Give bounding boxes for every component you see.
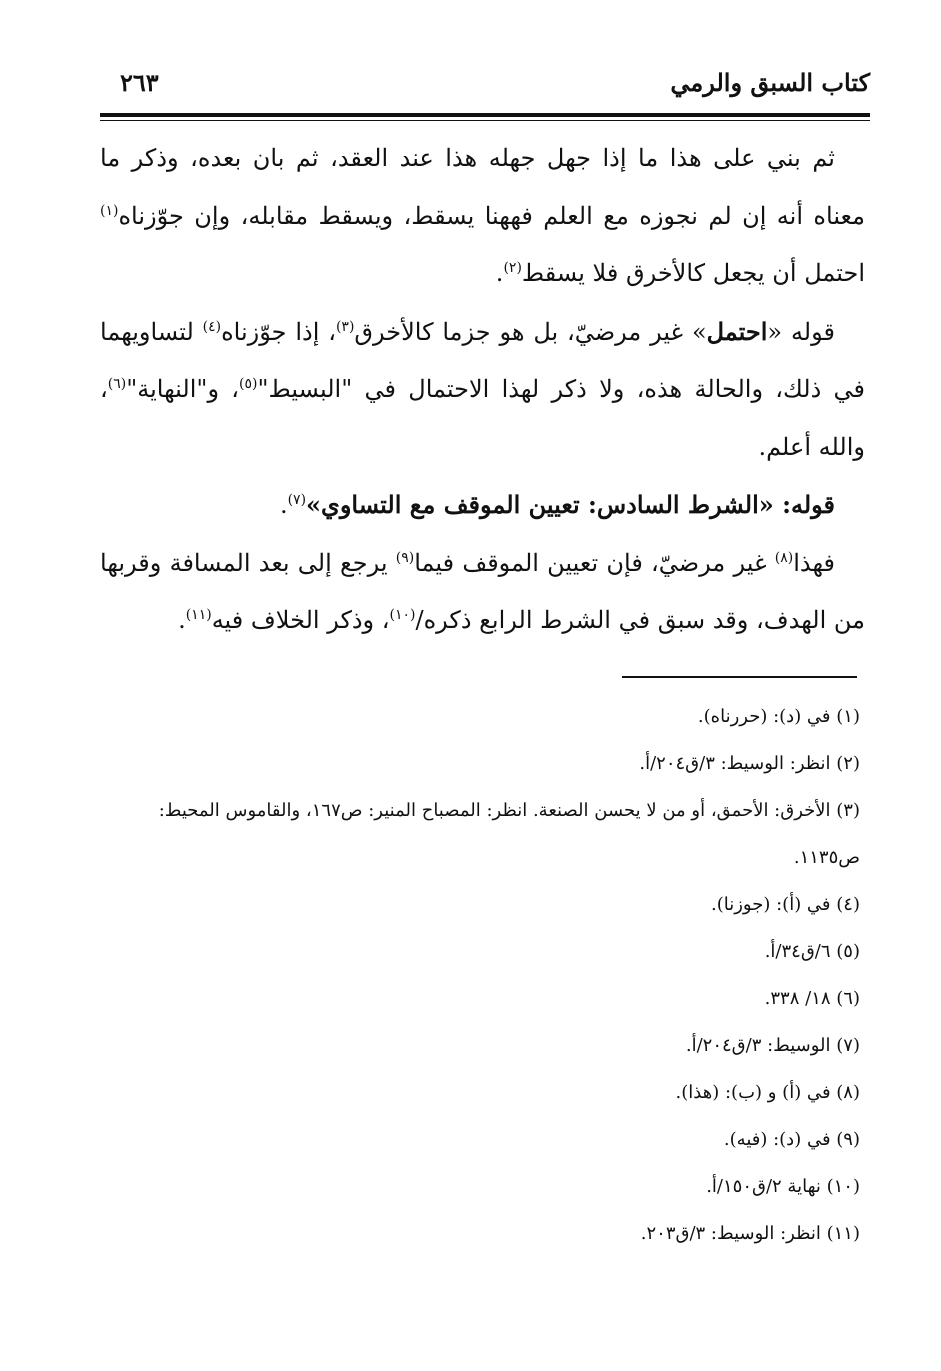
header-rule-thick <box>100 113 870 117</box>
page-header <box>100 62 870 112</box>
running-title: كتاب السبق والرمي <box>670 68 870 97</box>
paragraph-2 <box>100 303 865 477</box>
main-text <box>100 130 865 650</box>
text-run: غير مرضيّ، فإن تعيين الموقف فيما <box>414 548 775 577</box>
footnote-ref-3: (٣) <box>335 318 355 335</box>
footnote-11: (١١) انظر: الوسيط: ٣/ق٢٠٣. <box>640 1223 860 1244</box>
text-run: » غير مرضيّ، بل هو جزما كالأخرق <box>354 317 707 346</box>
footnote-4: (٤) في (أ): (جوزنا). <box>711 894 860 915</box>
text-run: » <box>306 490 322 519</box>
footnote-8: (٨) في (أ) و (ب): (هذا). <box>675 1082 860 1103</box>
header-rule-thin <box>100 120 870 121</box>
footnote-ref-6: (٦) <box>107 376 127 392</box>
paragraph-3 <box>100 476 865 535</box>
quoted-term: احتمل <box>706 316 768 346</box>
footnote-ref-1: (١) <box>100 202 119 219</box>
footnote-1: (١) في (د): (حررناه). <box>697 706 860 727</box>
footnote-ref-7: (٧) <box>287 492 307 508</box>
text-run: ، إذا جوّزناه <box>221 317 336 346</box>
paragraph-4 <box>100 535 865 650</box>
text-run: احتمل أن يجعل كالأخرق فلا يسقط <box>521 259 865 287</box>
footnote-7: (٧) الوسيط: ٣/ق٢٠٤/أ. <box>685 1035 860 1056</box>
text-run: لتساويهما في ذلك، والحالة هذه، ولا ذكر لهذا الاحتمال في "البسيط" <box>100 317 866 403</box>
footnote-separator <box>622 676 857 678</box>
text-run: . <box>495 259 504 287</box>
footnote-ref-4: (٤) <box>202 318 222 335</box>
text-run: ، و"النهاية" <box>126 375 240 403</box>
paragraph-1 <box>100 130 865 303</box>
text-run: قوله « <box>767 317 835 346</box>
footnote-ref-8: (٨) <box>774 549 794 566</box>
text-run: قوله: « <box>758 490 835 519</box>
text-run: فهذا <box>793 548 835 577</box>
footnote-ref-5: (٥) <box>239 376 258 392</box>
footnotes <box>100 693 860 1257</box>
footnote-2: (٢) انظر: الوسيط: ٣/ق٢٠٤/أ. <box>639 753 860 774</box>
footnote-3: (٣) الأخرق: الأحمق، أو من لا يحسن الصنعة. انظر: المصباح المنير: ص١٦٧، والقاموس المحيط: ص١١٣٥. <box>158 800 860 868</box>
text-run: ، وذكر الخلاف فيه <box>211 606 390 634</box>
text-run: . <box>279 491 288 519</box>
text-run: ثم بني على هذا ما إذا جهل جهله هذا عند العقد، ثم بان بعده، وذكر ما معناه أنه إن لم نجوزه مع العلم فههنا يسقط، ويسقط مقابله، وإن جوّزناه <box>100 144 865 230</box>
quoted-heading: الشرط السادس: تعيين الموقف مع التساوي <box>321 490 759 519</box>
footnote-ref-9: (٩) <box>395 549 415 566</box>
footnote-5: (٥) ٦/ق٣٤/أ. <box>764 941 860 962</box>
footnote-ref-10: (١٠) <box>389 607 416 623</box>
page-number: ٢٦٣ <box>120 68 159 97</box>
footnote-ref-2: (٢) <box>503 260 522 276</box>
text-run: ، والله أعلم. <box>100 375 865 461</box>
footnote-9: (٩) في (د): (فيه). <box>723 1129 860 1150</box>
text-run: يرجع إلى بعد المسافة وقربها من الهدف، وقد سبق في الشرط الرابع ذكره/ <box>100 548 865 634</box>
footnote-10: (١٠) نهاية ٢/ق١٥٠/أ. <box>706 1176 860 1197</box>
footnote-6: (٦) ١٨/ ٣٣٨. <box>764 988 860 1009</box>
footnote-ref-11: (١١) <box>185 607 212 623</box>
text-run: . <box>178 606 186 634</box>
